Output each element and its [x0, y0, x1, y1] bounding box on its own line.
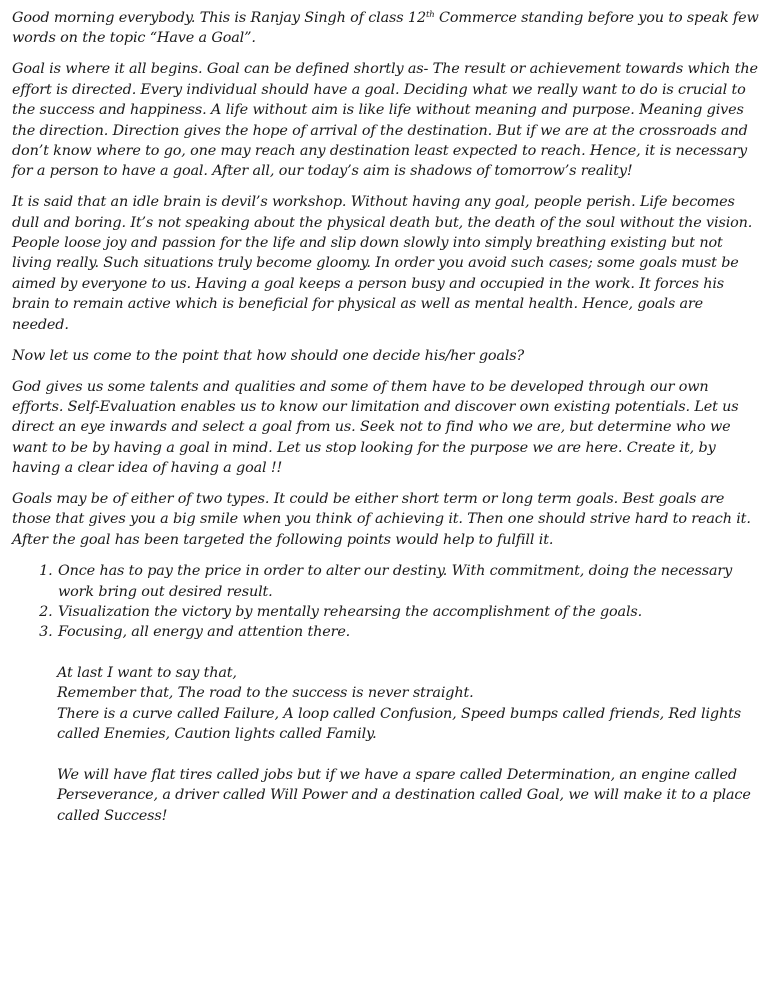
closing-section [57, 663, 764, 826]
paragraph-goal-types: Goals may be of either of two types. It could be either short term or long term goals. Best goals are those that gives you a big smile when you think of achieving it. Then one should strive hard to reach it. After the goal has been targeted the following points would help to fulfill it. [12, 491, 751, 548]
intro-text-end: Commerce standing before you to speak few words on the topic “Have a Goal”. [12, 10, 759, 47]
closing-final: We will have flat tires called jobs but if we have a spare called Determination, an engine called Perseverance, a driver called Will Power and a destination called Goal, we will make it to a place called Success! [57, 766, 751, 824]
paragraph-question: Now let us come to the point that how should one decide his/her goals? [12, 347, 525, 364]
ordinal-suffix: th [425, 10, 435, 20]
intro-text-start: Good morning everybody. This is Ranjay Singh of class 12 [12, 10, 426, 26]
paragraph-idle-brain: It is said that an idle brain is devil’s workshop. Without having any goal, people perish. Life becomes dull and boring. It’s not speaking about the physical death but, the death of the soul without the vision. People loose joy and passion for the life and slip down slowly into simply breathing existing but not living really. Such situations truly become gloomy. In order you avoid such cases; some goals must be aimed by everyone to us. Having a goal keeps a person busy and occupied in the work. It forces his brain to remain active which is beneficial for physical as well as mental health. Hence, goals are needed. [12, 194, 753, 333]
closing-line-3: There is a curve called Failure, A loop called Confusion, Speed bumps called friends, Red lights called Enemies, Caution lights called Family. [57, 705, 741, 743]
list-item: 3. Focusing, all energy and attention there. [57, 622, 764, 642]
list-item: 1. Once has to pay the price in order to alter our destiny. With commitment, doing the necessary work bring out desired result. [57, 561, 764, 602]
points-list [12, 561, 764, 643]
speech-document [12, 8, 764, 826]
paragraph-talents: God gives us some talents and qualities and some of them have to be developed through our own efforts. Self-Evaluation enables us to know our limitation and discover own existing potentials. Let us direct an eye inwards and select a goal from us. Seek not to find who we are, but determine who we want to be by having a goal in mind. Let us stop looking for the purpose we are here. Create it, by having a clear idea of having a goal !! [12, 378, 739, 477]
closing-line-2: Remember that, The road to the success is never straight. [57, 685, 474, 702]
list-item: 2. Visualization the victory by mentally rehearsing the accomplishment of the goals. [57, 602, 764, 622]
paragraph-goal-definition: Goal is where it all begins. Goal can be defined shortly as- The result or achievement towards which the effort is directed. Every individual should have a goal. Deciding what we really want to do is crucial to the success and happiness. A life without aim is like life without meaning and purpose. Meaning gives the direction. Direction gives the hope of arrival of the destination. But if we are at the crossroads and don’t know where to go, one may reach any destination least expected to reach. Hence, it is necessary for a person to have a goal. After all, our today’s aim is shadows of tomorrow’s reality! [12, 61, 758, 180]
intro-paragraph [12, 8, 764, 49]
closing-line-1: At last I want to say that, [57, 664, 237, 681]
